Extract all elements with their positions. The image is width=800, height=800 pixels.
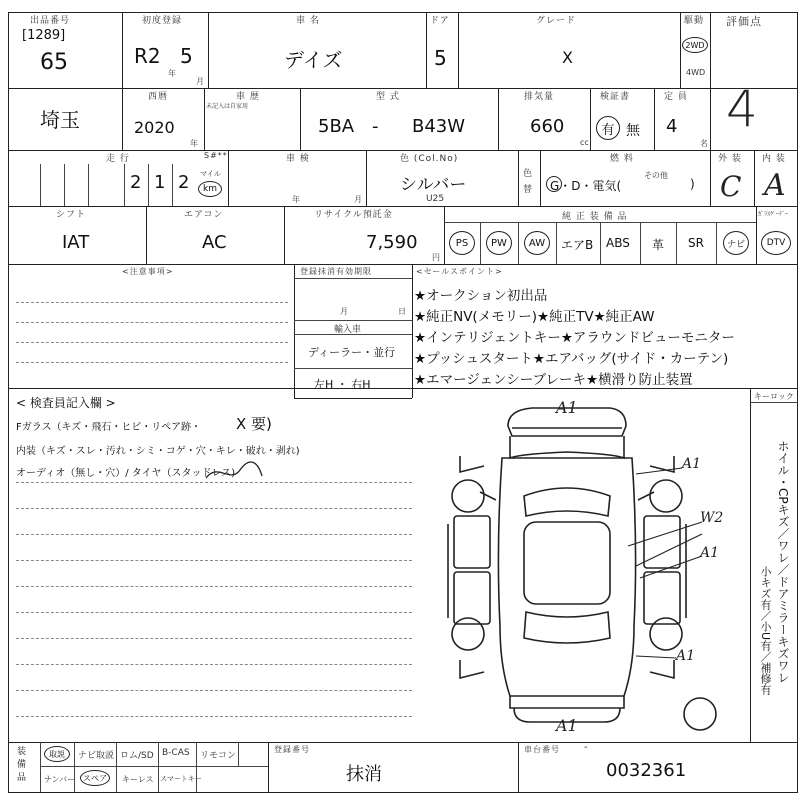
color-no: U25: [426, 194, 445, 204]
cc-unit: cc: [580, 138, 589, 147]
capacity-unit: 名: [700, 139, 708, 148]
equip-airbag: エアB: [561, 238, 594, 252]
inspection-yes-circled: 有: [596, 116, 620, 140]
mile-unit: マイル: [200, 170, 221, 178]
footer-rom-sd: ロム/SD: [120, 751, 154, 761]
body-label: 車 歴: [236, 92, 260, 102]
shaken-label: 車 検: [286, 154, 310, 164]
first-reg-label: 初度登録: [142, 16, 183, 26]
first-reg-year: 5: [180, 44, 193, 68]
footer-keyless: キーレス: [122, 775, 154, 784]
sales-point-5: ★エマージェンシーブレーキ★横滑り防止装置: [414, 372, 693, 388]
smart-key-label: ｶﾞﾗｽｸﾞｰﾃﾞｰ: [758, 211, 789, 218]
interior-grade: A: [764, 168, 786, 203]
door-label: ドア: [430, 16, 450, 26]
equip-abs: ABS: [606, 236, 630, 250]
equip-navi: ナビ: [723, 231, 749, 255]
fuel-label: 燃 料: [610, 154, 634, 164]
lot-number-bracket: [1289]: [22, 28, 66, 43]
footer-remote: リモコン: [200, 751, 237, 761]
footer-spare: スペア: [80, 770, 110, 786]
region: 埼玉: [40, 108, 80, 132]
shift-label: シフト: [56, 210, 87, 220]
year-western: 2020: [134, 118, 175, 137]
fuel-close: ): [690, 177, 695, 191]
drive-4wd: 4WD: [686, 68, 706, 77]
equip-footer-label: 装備品: [15, 746, 25, 785]
grade: X: [562, 48, 573, 67]
body-note: 未記入は自家用: [206, 103, 249, 110]
doors: 5: [434, 46, 447, 70]
shift: IAT: [62, 232, 90, 253]
year-label: 西暦: [148, 92, 169, 102]
footer-smartkey: スマートキー: [160, 775, 202, 783]
sales-point-1: ★オークション初出品: [414, 288, 548, 304]
grade-label: グレード: [536, 16, 577, 26]
interior-label: 内 装: [762, 154, 786, 164]
drive-2wd-circled: 2WD: [682, 37, 708, 53]
year-unit: 年: [168, 69, 176, 78]
inspector-line-1-mark: X 要): [236, 415, 272, 433]
steering-label: 左H ・ 右H: [314, 378, 371, 391]
sales-point-3: ★インテリジェントキー★アラウンドビューモニター: [414, 330, 735, 346]
equip-dtv: DTV: [761, 231, 791, 255]
score-label: 評価点: [726, 15, 762, 28]
mark-right-4: A1: [676, 648, 696, 664]
inspection-no: 無: [626, 123, 640, 139]
equip-sr: SR: [688, 236, 704, 250]
footer-bcas: B-CAS: [162, 748, 190, 758]
keylock-label: キーロック: [754, 392, 794, 401]
color: シルバー: [400, 175, 467, 195]
km-unit-circled: km: [198, 181, 222, 197]
expiry-label: 登録抹消有効期限: [300, 267, 372, 276]
model-prefix: 5BA: [318, 116, 355, 137]
dealer-label: ディーラー・並行: [308, 346, 396, 359]
mileage-label: 走 行: [106, 154, 130, 164]
s-label: S#**: [204, 151, 228, 160]
shaken-month: 月: [354, 195, 362, 204]
mileage-digit-1: 2: [130, 172, 142, 193]
model-dash: -: [372, 116, 379, 137]
ac-label: エアコン: [184, 210, 224, 220]
color-change-label: 色替: [523, 169, 533, 195]
recycle-label: リサイクル預託金: [314, 210, 393, 220]
sales-point-4: ★プッシュスタート★エアバッグ(サイド・カーテン): [414, 351, 729, 367]
recycle-unit: 円: [432, 253, 440, 262]
footer-manual: 取説: [44, 746, 70, 762]
inspector-line-3: オーディオ（無し・穴）/ タイヤ（スタッドレス): [16, 468, 236, 479]
mark-rear: A1: [556, 716, 578, 735]
mileage-digit-2: 1: [154, 172, 166, 193]
footer-number: ナンバー: [44, 775, 76, 784]
side-text-1: ホイル・CPキズ／ワレ／ドアミラーキズワレ: [776, 440, 790, 684]
reg-value: 抹消: [346, 764, 382, 785]
inspection-label: 検証書: [600, 92, 631, 102]
inspector-line-2: 内装（キズ・スレ・汚れ・シミ・コゲ・穴・キレ・破れ・剥れ): [16, 446, 300, 457]
fuel-other: その他: [644, 171, 668, 180]
score: 4: [726, 80, 758, 138]
inspector-title: < 検査員記入欄 >: [16, 396, 116, 410]
exterior-grade: C: [720, 170, 742, 203]
equip-pw: PW: [486, 231, 512, 255]
car-name-label: 車 名: [296, 16, 320, 26]
side-text-2: 小キズ有／小U有／補修有: [759, 566, 772, 696]
equipment-label: 純 正 装 備 品: [562, 212, 628, 222]
model-code: B43W: [412, 116, 466, 137]
equip-aw: AW: [524, 231, 550, 255]
shaken-year: 年: [292, 195, 300, 204]
exterior-label: 外 装: [718, 154, 742, 164]
expiry-day: 日: [398, 307, 406, 316]
mark-front: A1: [556, 398, 578, 417]
capacity-label: 定 員: [664, 92, 688, 102]
car-name: デイズ: [284, 48, 343, 72]
cc-label: 排気量: [524, 92, 555, 102]
mileage-digit-3: 2: [178, 172, 190, 193]
chassis-label: 車台番号: [524, 745, 560, 754]
import-label: 輸入車: [334, 325, 362, 335]
lot-label: 出品番号: [30, 16, 71, 26]
sales-label: <セールスポイント>: [416, 267, 503, 276]
drive-label: 駆動: [684, 16, 705, 26]
chassis-dash: -: [584, 742, 588, 753]
equip-ps: PS: [449, 231, 475, 255]
chassis-value: 0032361: [606, 760, 687, 781]
footer-navi-manual: ナビ取説: [78, 751, 115, 761]
mark-right-1: A1: [682, 456, 702, 472]
recycle: 7,590: [366, 232, 418, 253]
inspector-line-1: Fガラス（キズ・飛石・ヒビ・リペア跡・: [16, 422, 202, 433]
mark-right-2: W2: [700, 510, 724, 526]
cc: 660: [530, 116, 565, 137]
capacity: 4: [666, 116, 678, 137]
year-western-unit: 年: [190, 139, 198, 148]
lot-number: 65: [40, 50, 68, 75]
equip-leather: 革: [652, 238, 665, 252]
first-reg-era: R2: [134, 44, 161, 68]
sales-point-2: ★純正NV(メモリー)★純正TV★純正AW: [414, 309, 655, 325]
reg-label: 登録番号: [274, 745, 310, 754]
car-diagram: [440, 396, 740, 740]
model-label: 型 式: [376, 92, 400, 102]
caution-label: <注意事項>: [122, 267, 174, 276]
expiry-month: 月: [340, 307, 348, 316]
month-unit: 月: [196, 77, 204, 86]
ac: AC: [202, 232, 227, 253]
fuel-text: G・D・電気(: [550, 179, 622, 193]
color-label: 色 (Col.No): [400, 154, 459, 164]
tire-scribble: [200, 458, 280, 488]
mark-right-3: A1: [700, 545, 720, 561]
